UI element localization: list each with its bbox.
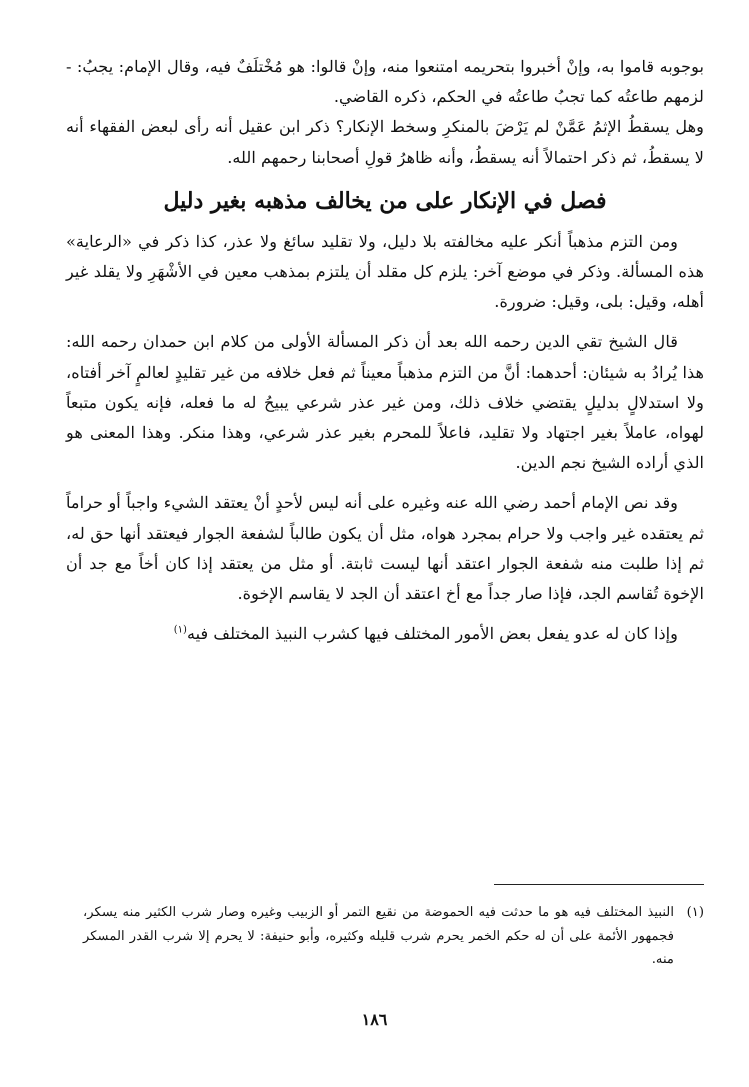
page-number: ١٨٦ xyxy=(361,1010,388,1029)
paragraph-4: قال الشيخ تقي الدين رحمه الله بعد أن ذكر المسألة الأولى من كلام ابن حمدان رحمه الله: هذا يُرادُ به شيئان: أحدهما: أنَّ من التزم مذهباً معيناً ثم فعل خلافه من غير تقليدٍ لعالمٍ آخر أفتاه، ولا استدلالٍ بدليلٍ يقتضي خلاف ذلك، ومن غير عذر شرعي يبيحُ له ما فعله، فإنه يكون متبعاً لهواه، عاملاً بغير اجتهاد ولا تقليد، فاعلاً للمحرم بغير عذر شرعي، وهذا منكر. وهذا المعنى هو الذي أراده الشيخ نجم الدين. xyxy=(66,332,704,473)
paragraph-5: وقد نص الإمام أحمد رضي الله عنه وغيره على أنه ليس لأحدٍ أنْ يعتقد الشيء واجباً أو حراماً ثم يعتقده غير واجب ولا حرام بمجرد هواه، مثل أن يكون طالباً لشفعة الجوار فيعتقد أنها حق له، ثم إذا طلبت منه شفعة الجوار اعتقد أنها ليست ثابتة. أو مثل من يعتقد إذا كان أخاً مع جد أن الإخوة تُقاسم الجد، فإذا صار جداً مع أخ اعتقد أن الجد لا يقاسم الإخوة. xyxy=(66,493,704,604)
paragraph-1: بوجوبه قاموا به، وإنْ أخبروا بتحريمه امتنعوا منه، وإنْ قالوا: هو مُخْتلَفٌ فيه، وقال الإمام: يجبُ: - لزمهم طاعتُه كما تجبُ طاعتُه في الحكم، ذكره القاضي. xyxy=(66,57,704,107)
footnote-text: النبيذ المختلف فيه هو ما حدثت فيه الحموضة من نقيع التمر أو الزبيب وغيره وصار شرب الكثير منه يسكر، فجمهور الأئمة على أن له حكم الخمر يحرم شرب قليله وكثيره، وأبو حنيفة: لا يحرم إلا شرب القدر المسكر منه. xyxy=(83,905,674,967)
footnote xyxy=(83,901,704,972)
paragraph-6 xyxy=(66,619,704,649)
footnote-separator xyxy=(494,884,704,885)
page-body xyxy=(66,52,704,649)
footnote-reference[interactable]: (١) xyxy=(173,624,187,636)
paragraph-6-text: وإذا كان له عدو يفعل بعض الأمور المختلف فيها كشرب النبيذ المختلف فيه xyxy=(186,624,678,644)
paragraph-2: وهل يسقطُ الإثمُ عَمَّنْ لم يَرْضَ بالمنكرِ وسخط الإنكار؟ ذكر ابن عقيل أنه رأى لبعض الفقهاء أنه لا يسقطُ، ثم ذكر احتمالاً أنه يسقطُ، وأنه ظاهرُ قولِ أصحابنا رحمهم الله. xyxy=(66,117,704,167)
footnote-number: (١) xyxy=(686,905,704,920)
paragraph-3: ومن التزم مذهباً أنكر عليه مخالفته بلا دليل، ولا تقليد سائغ ولا عذر، كذا ذكر في «الرعاية» هذه المسألة. وذكر في موضع آخر: يلزم كل مقلد أن يلتزم بمذهب معين في الأشْهَرِ ولا يقلد غير أهله، وقيل: بلى، وقيل: ضرورة. xyxy=(66,231,704,312)
section-heading: فصل في الإنكار على من يخالف مذهبه بغير دليل xyxy=(163,187,607,214)
